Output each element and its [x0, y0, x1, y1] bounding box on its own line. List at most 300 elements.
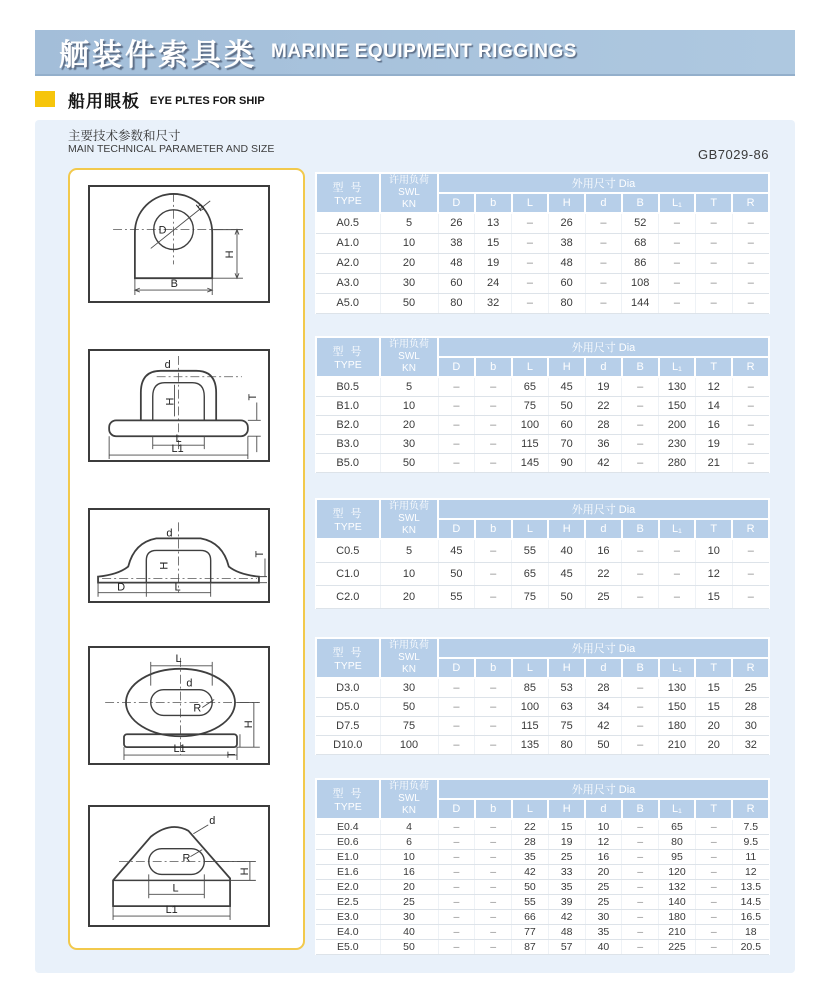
dim-cell: 25	[585, 895, 622, 910]
dim-label-L1: L1	[165, 904, 178, 917]
subtitle-cn: 主要技术参数和尺寸	[68, 129, 181, 143]
dim-label-L1: L1	[171, 443, 184, 456]
type-cell: E3.0	[316, 910, 380, 925]
swl-cell: 30	[380, 910, 438, 925]
dim-label-R: R	[182, 852, 191, 865]
col-header-d: d	[585, 193, 622, 213]
dim-cell: 39	[548, 895, 585, 910]
dim-cell: –	[695, 819, 732, 835]
col-header-T: T	[695, 519, 732, 539]
dim-cell: –	[475, 717, 512, 736]
type-cell: B3.0	[316, 435, 380, 454]
dim-cell: 40	[548, 539, 585, 563]
col-header-D: D	[438, 658, 475, 678]
dim-cell: –	[622, 435, 659, 454]
col-header-R: R	[732, 193, 769, 213]
dim-cell: –	[475, 397, 512, 416]
col-header-b: b	[475, 799, 512, 819]
col-header-swl: 许用负荷 SWL KN	[380, 499, 438, 539]
dim-cell: –	[475, 850, 512, 865]
table-row	[316, 234, 769, 254]
dim-cell: 28	[512, 835, 549, 850]
dim-cell: 86	[622, 254, 659, 274]
figure-type-b	[88, 349, 270, 462]
dim-cell: 45	[548, 563, 585, 586]
dim-cell: –	[512, 213, 549, 234]
col-header-swl: 许用负荷 SWL KN	[380, 173, 438, 213]
swl-cell: 50	[380, 698, 438, 717]
col-header-H: H	[548, 357, 585, 377]
dim-label-H: H	[242, 720, 255, 729]
col-header-b: b	[475, 193, 512, 213]
dim-cell: –	[438, 416, 475, 435]
dim-cell: –	[585, 294, 622, 314]
type-cell: E2.5	[316, 895, 380, 910]
dim-cell: 150	[659, 397, 696, 416]
dim-cell: 70	[548, 435, 585, 454]
col-header-T: T	[695, 357, 732, 377]
dim-cell: 14	[695, 397, 732, 416]
dim-cell: 80	[438, 294, 475, 314]
table-row	[316, 850, 769, 865]
dim-label-d: d	[209, 814, 216, 827]
dim-cell: 144	[622, 294, 659, 314]
col-header-swl: 许用负荷 SWL KN	[380, 638, 438, 678]
col-header-T: T	[695, 658, 732, 678]
dim-cell: –	[622, 850, 659, 865]
dim-cell: –	[695, 254, 732, 274]
dim-cell: –	[622, 563, 659, 586]
dim-cell: –	[695, 925, 732, 940]
dim-cell: –	[438, 736, 475, 755]
col-header-T: T	[695, 193, 732, 213]
dim-cell: 87	[512, 940, 549, 955]
dim-cell: –	[438, 377, 475, 397]
dim-cell: –	[438, 678, 475, 698]
dim-cell: –	[512, 294, 549, 314]
dim-cell: 50	[548, 397, 585, 416]
dim-cell: –	[695, 895, 732, 910]
dim-cell: 80	[548, 294, 585, 314]
dim-label-B: B	[170, 278, 178, 291]
swl-cell: 10	[380, 234, 438, 254]
dim-cell: –	[622, 586, 659, 609]
dim-cell: 28	[585, 678, 622, 698]
type-cell: E0.6	[316, 835, 380, 850]
banner-title-en: MARINE EQUIPMENT RIGGINGS	[271, 41, 577, 62]
dim-cell: 48	[438, 254, 475, 274]
table-row	[316, 254, 769, 274]
figures-box	[68, 168, 305, 950]
type-cell: B5.0	[316, 454, 380, 473]
section-title-en: EYE PLTES FOR SHIP	[150, 94, 265, 107]
dim-cell: 35	[512, 850, 549, 865]
table-row	[316, 435, 769, 454]
type-cell: A1.0	[316, 234, 380, 254]
dim-cell: –	[695, 213, 732, 234]
dim-label-b: b	[194, 200, 207, 215]
swl-cell: 20	[380, 880, 438, 895]
col-header-L: L	[512, 658, 549, 678]
table-row	[316, 835, 769, 850]
section-title-cn: 船用眼板	[68, 91, 140, 111]
dim-cell: 115	[512, 717, 549, 736]
dim-cell: 150	[659, 698, 696, 717]
swl-cell: 5	[380, 539, 438, 563]
dim-cell: 12	[585, 835, 622, 850]
col-header-R: R	[732, 658, 769, 678]
dim-cell: –	[732, 586, 769, 609]
dim-cell: 65	[512, 563, 549, 586]
type-cell: A2.0	[316, 254, 380, 274]
dim-label-H: H	[158, 561, 171, 570]
col-header-L1: L₁	[659, 193, 696, 213]
table-row	[316, 940, 769, 955]
dim-cell: –	[438, 940, 475, 955]
col-header-R: R	[732, 799, 769, 819]
dim-cell: 45	[548, 377, 585, 397]
dim-cell: 16.5	[732, 910, 769, 925]
dim-cell: –	[695, 940, 732, 955]
dim-cell: –	[438, 850, 475, 865]
dim-cell: –	[659, 254, 696, 274]
dim-cell: 21	[695, 454, 732, 473]
table-row	[316, 539, 769, 563]
table-row	[316, 925, 769, 940]
dim-cell: 20	[695, 736, 732, 755]
dim-cell: –	[695, 274, 732, 294]
dim-cell: 132	[659, 880, 696, 895]
col-header-d: d	[585, 799, 622, 819]
dim-cell: –	[585, 274, 622, 294]
dim-cell: –	[732, 274, 769, 294]
dim-cell: –	[585, 254, 622, 274]
swl-cell: 20	[380, 416, 438, 435]
dim-cell: 35	[548, 880, 585, 895]
dim-cell: –	[512, 254, 549, 274]
type-e-drawing	[90, 807, 268, 925]
dim-cell: 48	[548, 925, 585, 940]
col-header-dim-group: 外用尺寸 Dia	[438, 499, 769, 519]
dim-cell: –	[475, 539, 512, 563]
dim-cell: –	[732, 213, 769, 234]
type-cell: E1.0	[316, 850, 380, 865]
type-cell: D10.0	[316, 736, 380, 755]
dim-cell: 25	[585, 586, 622, 609]
swl-cell: 5	[380, 377, 438, 397]
dim-cell: –	[622, 819, 659, 835]
col-header-D: D	[438, 357, 475, 377]
dim-cell: 16	[585, 850, 622, 865]
dim-cell: 180	[659, 717, 696, 736]
dim-cell: –	[512, 234, 549, 254]
dim-cell: –	[659, 563, 696, 586]
swl-cell: 30	[380, 435, 438, 454]
figure-type-d	[88, 646, 270, 765]
col-header-L1: L₁	[659, 658, 696, 678]
dim-cell: –	[659, 274, 696, 294]
dim-label-T: T	[226, 751, 239, 759]
dim-cell: –	[512, 274, 549, 294]
dim-cell: 19	[585, 377, 622, 397]
dim-cell: –	[475, 678, 512, 698]
dim-cell: –	[475, 698, 512, 717]
col-header-B: B	[622, 799, 659, 819]
col-header-L: L	[512, 519, 549, 539]
page-banner	[35, 30, 795, 76]
col-header-swl: 许用负荷 SWL KN	[380, 337, 438, 377]
dim-cell: –	[659, 234, 696, 254]
dim-cell: 75	[548, 717, 585, 736]
dim-cell: 280	[659, 454, 696, 473]
dim-cell: –	[732, 539, 769, 563]
dim-cell: –	[732, 416, 769, 435]
dim-cell: 95	[659, 850, 696, 865]
dim-cell: 11	[732, 850, 769, 865]
dim-cell: 38	[438, 234, 475, 254]
dim-cell: 100	[512, 698, 549, 717]
swl-cell: 5	[380, 213, 438, 234]
spec-table-series-d	[315, 637, 770, 755]
dim-cell: 200	[659, 416, 696, 435]
dim-cell: –	[438, 454, 475, 473]
col-header-H: H	[548, 658, 585, 678]
col-header-dim-group: 外用尺寸 Dia	[438, 173, 769, 193]
type-cell: B1.0	[316, 397, 380, 416]
col-header-D: D	[438, 799, 475, 819]
dim-label-T: T	[246, 393, 259, 401]
dim-cell: –	[622, 895, 659, 910]
dim-cell: –	[438, 925, 475, 940]
dim-cell: 115	[512, 435, 549, 454]
dim-cell: –	[438, 895, 475, 910]
dim-cell: –	[622, 835, 659, 850]
swl-cell: 10	[380, 563, 438, 586]
dim-label-H: H	[224, 250, 237, 259]
type-cell: C0.5	[316, 539, 380, 563]
dim-cell: –	[622, 910, 659, 925]
type-c-drawing	[90, 510, 268, 601]
dim-cell: –	[475, 416, 512, 435]
table-row	[316, 865, 769, 880]
dim-cell: 19	[475, 254, 512, 274]
dim-cell: –	[585, 213, 622, 234]
table-row	[316, 880, 769, 895]
dim-cell: 35	[585, 925, 622, 940]
dim-cell: 16	[585, 539, 622, 563]
dim-cell: –	[622, 925, 659, 940]
dim-cell: 135	[512, 736, 549, 755]
swl-cell: 25	[380, 895, 438, 910]
dim-cell: –	[622, 678, 659, 698]
type-cell: B0.5	[316, 377, 380, 397]
dim-label-T: T	[253, 550, 266, 558]
dim-cell: –	[622, 717, 659, 736]
dim-cell: 60	[438, 274, 475, 294]
dim-cell: 16	[695, 416, 732, 435]
type-cell: D5.0	[316, 698, 380, 717]
dim-cell: 22	[585, 563, 622, 586]
dim-cell: –	[622, 416, 659, 435]
dim-cell: –	[438, 435, 475, 454]
dim-cell: 28	[732, 698, 769, 717]
dim-cell: –	[622, 880, 659, 895]
dim-cell: 55	[512, 539, 549, 563]
table-row	[316, 736, 769, 755]
dim-cell: 15	[695, 698, 732, 717]
table-row	[316, 895, 769, 910]
table-row	[316, 563, 769, 586]
table-row	[316, 586, 769, 609]
col-header-type: 型 号 TYPE	[316, 337, 380, 377]
dim-cell: –	[622, 865, 659, 880]
dim-cell: 40	[585, 940, 622, 955]
dim-cell: –	[475, 736, 512, 755]
dim-cell: –	[475, 940, 512, 955]
swl-cell: 50	[380, 454, 438, 473]
col-header-R: R	[732, 357, 769, 377]
dim-cell: 12	[695, 377, 732, 397]
dim-label-D: D	[117, 581, 126, 594]
swl-cell: 10	[380, 850, 438, 865]
table-row	[316, 454, 769, 473]
dim-cell: 50	[438, 563, 475, 586]
dim-cell: –	[438, 910, 475, 925]
figure-type-e	[88, 805, 270, 927]
dim-cell: 230	[659, 435, 696, 454]
swl-cell: 40	[380, 925, 438, 940]
dim-cell: 15	[475, 234, 512, 254]
dim-cell: 65	[659, 819, 696, 835]
table-row	[316, 698, 769, 717]
type-cell: E5.0	[316, 940, 380, 955]
type-cell: E1.6	[316, 865, 380, 880]
col-header-dim-group: 外用尺寸 Dia	[438, 337, 769, 357]
dim-cell: –	[695, 850, 732, 865]
col-header-B: B	[622, 658, 659, 678]
table-row	[316, 294, 769, 314]
swl-cell: 20	[380, 254, 438, 274]
dim-label-L1: L1	[173, 743, 186, 756]
dim-cell: –	[659, 294, 696, 314]
dim-cell: 60	[548, 416, 585, 435]
dim-cell: –	[732, 377, 769, 397]
dim-cell: 18	[732, 925, 769, 940]
dim-cell: –	[622, 940, 659, 955]
col-header-b: b	[475, 658, 512, 678]
type-cell: C2.0	[316, 586, 380, 609]
dim-cell: 55	[438, 586, 475, 609]
spec-table-series-c	[315, 498, 770, 609]
dim-cell: 225	[659, 940, 696, 955]
dim-cell: 42	[585, 717, 622, 736]
dim-cell: 28	[585, 416, 622, 435]
dim-cell: –	[695, 880, 732, 895]
dim-label-L: L	[175, 433, 182, 446]
type-cell: E0.4	[316, 819, 380, 835]
yellow-square-marker	[35, 91, 55, 107]
dim-cell: 13	[475, 213, 512, 234]
dim-label-L: L	[175, 652, 182, 665]
dim-cell: –	[475, 925, 512, 940]
col-header-d: d	[585, 658, 622, 678]
dim-cell: 22	[585, 397, 622, 416]
col-header-T: T	[695, 799, 732, 819]
col-header-L1: L₁	[659, 519, 696, 539]
dim-label-D: D	[158, 224, 167, 237]
dim-cell: –	[732, 397, 769, 416]
dim-cell: 50	[585, 736, 622, 755]
dim-cell: 130	[659, 377, 696, 397]
dim-cell: 12	[695, 563, 732, 586]
col-header-H: H	[548, 799, 585, 819]
dim-cell: –	[438, 880, 475, 895]
dim-cell: 34	[585, 698, 622, 717]
col-header-L1: L₁	[659, 357, 696, 377]
dim-cell: –	[585, 234, 622, 254]
dim-cell: 48	[548, 254, 585, 274]
dim-cell: 13.5	[732, 880, 769, 895]
dim-cell: 57	[548, 940, 585, 955]
dim-cell: –	[622, 454, 659, 473]
dim-cell: 140	[659, 895, 696, 910]
swl-cell: 10	[380, 397, 438, 416]
col-header-R: R	[732, 519, 769, 539]
dim-cell: –	[622, 397, 659, 416]
swl-cell: 30	[380, 678, 438, 698]
dim-cell: 15	[548, 819, 585, 835]
dim-cell: 53	[548, 678, 585, 698]
dim-cell: 9.5	[732, 835, 769, 850]
dim-cell: –	[475, 895, 512, 910]
dim-cell: 38	[548, 234, 585, 254]
col-header-dim-group: 外用尺寸 Dia	[438, 638, 769, 658]
dim-cell: 25	[548, 850, 585, 865]
spec-table-series-a	[315, 172, 770, 314]
dim-cell: 19	[695, 435, 732, 454]
dim-cell: 210	[659, 925, 696, 940]
swl-cell: 20	[380, 586, 438, 609]
dim-cell: 25	[585, 880, 622, 895]
spec-table-series-e	[315, 778, 770, 955]
dim-cell: 100	[512, 416, 549, 435]
dim-cell: 42	[512, 865, 549, 880]
dim-cell: –	[695, 234, 732, 254]
dim-cell: –	[732, 435, 769, 454]
dim-cell: 32	[732, 736, 769, 755]
dim-cell: –	[475, 563, 512, 586]
dim-cell: –	[659, 213, 696, 234]
dim-cell: 75	[512, 397, 549, 416]
dim-cell: 108	[622, 274, 659, 294]
col-header-L: L	[512, 799, 549, 819]
dim-label-R: R	[193, 702, 202, 715]
type-a-drawing	[90, 187, 268, 301]
dim-cell: 60	[548, 274, 585, 294]
dim-cell: 14.5	[732, 895, 769, 910]
dim-cell: –	[732, 294, 769, 314]
dim-cell: 33	[548, 865, 585, 880]
type-cell: A5.0	[316, 294, 380, 314]
dim-cell: –	[475, 835, 512, 850]
dim-cell: –	[695, 835, 732, 850]
type-d-drawing	[90, 648, 268, 763]
col-header-type: 型 号 TYPE	[316, 638, 380, 678]
type-cell: D7.5	[316, 717, 380, 736]
dim-cell: 12	[732, 865, 769, 880]
table-row	[316, 397, 769, 416]
dim-cell: –	[475, 586, 512, 609]
